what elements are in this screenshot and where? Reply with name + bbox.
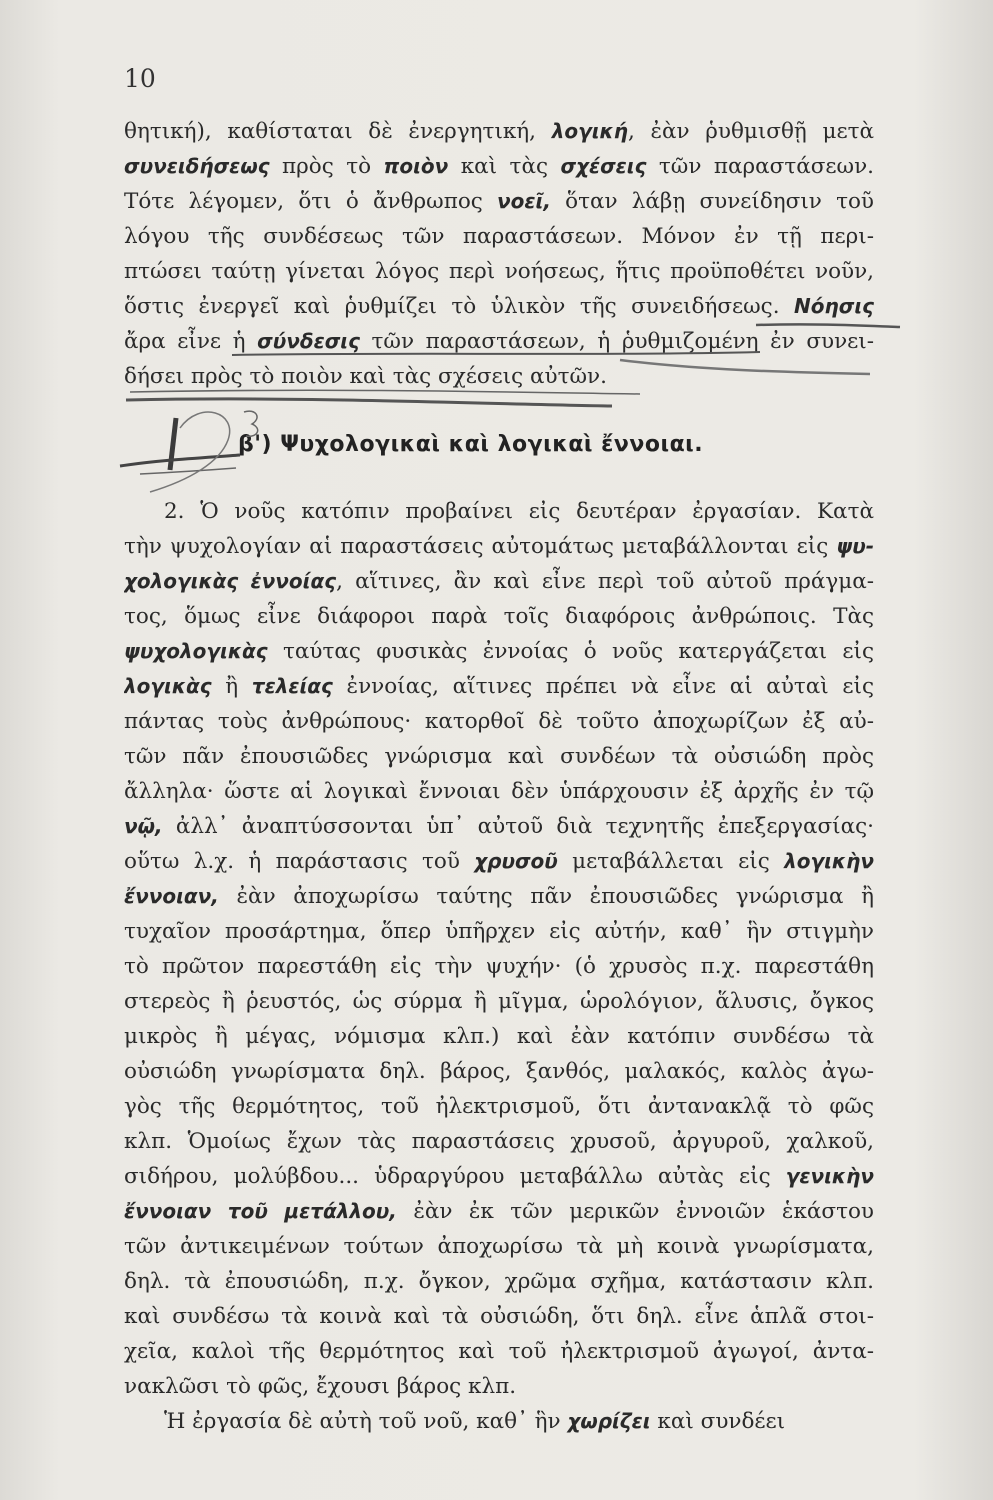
text-line: μικρὸς ἢ μέγας, νόμισμα κλπ.) καὶ ἐὰν κατόπιν συνδέσω τὰ: [124, 1024, 874, 1049]
text-line: τῶν πᾶν ἐπουσιῶδες γνώρισμα καὶ συνδέων τὰ οὐσιώδη πρὸς: [124, 744, 874, 769]
emphasis: λογικὴν: [784, 849, 874, 873]
text-line: κλπ. Ὁμοίως ἔχων τὰς παραστάσεις χρυσοῦ, ἀργυροῦ, χαλκοῦ,: [124, 1129, 874, 1154]
emphasis: χολογικὰς ἐννοίας: [124, 569, 337, 593]
text-line: λόγου τῆς συνδέσεως τῶν παραστάσεων. Μόνον ἐν τῇ περι-: [124, 224, 874, 249]
emphasis: σχέσεις: [560, 154, 647, 178]
pencil-stroke: [150, 412, 230, 492]
emphasis: νῷ,: [124, 814, 163, 838]
text-line: τος, ὅμως εἶνε διάφοροι παρὰ τοῖς διαφόροις ἀνθρώποις. Τὰς: [124, 604, 874, 629]
pencil-stroke: [140, 468, 236, 474]
text-line: στερεὸς ἢ ῥευστός, ὡς σύρμα ἢ μῖγμα, ὡρολόγιον, ἅλυσις, ὄγκος: [124, 989, 874, 1014]
emphasis: Νόησις: [794, 294, 874, 318]
text-line: χολογικὰς ἐννοίας, αἵτινες, ἂν καὶ εἶνε περὶ τοῦ αὐτοῦ πράγμα-: [124, 569, 874, 594]
text-line: οὕτω λ.χ. ἡ παράστασις τοῦ χρυσοῦ μεταβάλλεται εἰς λογικὴν: [124, 849, 874, 874]
text-line: χεῖα, καλοὶ τῆς θερμότητος καὶ τοῦ ἠλεκτρισμοῦ ἀγωγοί, ἀντα-: [124, 1339, 874, 1364]
text-line: δηλ. τὰ ἐπουσιώδη, π.χ. ὄγκον, χρῶμα σχῆμα, κατάστασιν κλπ.: [124, 1269, 874, 1294]
emphasis: χωρίζει: [567, 1409, 651, 1433]
emphasis: ἔννοιαν τοῦ μετάλλου,: [124, 1199, 397, 1223]
text-line: τὸ πρῶτον παρεστάθη εἰς τὴν ψυχήν· (ὁ χρυσὸς π.χ. παρεστάθη: [124, 954, 874, 979]
emphasis: νοεῖ,: [497, 189, 551, 213]
emphasis: συνειδήσεως: [124, 154, 270, 178]
paragraph-concepts: [124, 494, 874, 1439]
text-line: συνειδήσεως πρὸς τὸ ποιὸν καὶ τὰς σχέσεις τῶν παραστάσεων.: [124, 154, 874, 179]
section-heading: β') Ψυχολογικαὶ καὶ λογικαὶ ἔννοιαι.: [238, 432, 704, 457]
text-line: ψυχολογικὰς ταύτας φυσικὰς ἐννοίας ὁ νοῦς κατεργάζεται εἰς: [124, 639, 874, 664]
text-line: οὐσιώδη γνωρίσματα δηλ. βάρος, ξανθός, μαλακός, καλὸς ἀγω-: [124, 1059, 874, 1084]
emphasis: τελείας: [251, 674, 333, 698]
emphasis: γενικὴν: [785, 1164, 874, 1188]
text-line: καὶ συνδέσω τὰ κοινὰ καὶ τὰ οὐσιώδη, ὅτι δηλ. εἶνε ἁπλᾶ στοι-: [124, 1304, 874, 1329]
emphasis: ποιὸν: [383, 154, 449, 178]
text-line: τυχαῖον προσάρτημα, ὅπερ ὑπῆρχεν εἰς αὐτήν, καθ᾽ ἣν στιγμὴν: [124, 919, 874, 944]
text-line: Τότε λέγομεν, ὅτι ὁ ἄνθρωπος νοεῖ, ὅταν λάβῃ συνείδησιν τοῦ: [124, 189, 874, 214]
paragraph-noesis: [124, 114, 874, 394]
text-line: ὅστις ἐνεργεῖ καὶ ῥυθμίζει τὸ ὑλικὸν τῆς συνειδήσεως. Νόησις: [124, 294, 874, 319]
text-line: νῷ, ἀλλ᾽ ἀναπτύσσονται ὑπ᾽ αὐτοῦ διὰ τεχνητῆς ἐπεξεργασίας·: [124, 814, 874, 839]
pencil-underline: [126, 399, 612, 406]
text-line: δήσει πρὸς τὸ ποιὸν καὶ τὰς σχέσεις αὐτῶν.: [124, 364, 607, 389]
emphasis: λογική: [551, 119, 628, 143]
text-line: ἄρα εἶνε ἡ σύνδεσις τῶν παραστάσεων, ἡ ῥυθμιζομένη ἐν συνει-: [124, 329, 874, 354]
text-line: ἔννοιαν, ἐὰν ἀποχωρίσω ταύτης πᾶν ἐπουσιῶδες γνώρισμα ἢ: [124, 884, 874, 909]
emphasis: χρυσοῦ: [474, 849, 558, 873]
pencil-stroke: [120, 455, 240, 466]
pencil-stroke: [170, 418, 176, 470]
text-line: τὴν ψυχολογίαν αἱ παραστάσεις αὐτομάτως μεταβάλλονται εἰς ψυ-: [124, 534, 874, 559]
text-line: νακλῶσι τὸ φῶς, ἔχουσι βάρος κλπ.: [124, 1374, 517, 1399]
text-line: ἔννοιαν τοῦ μετάλλου, ἐὰν ἐκ τῶν μερικῶν ἐννοιῶν ἑκάστου: [124, 1199, 874, 1224]
text-line: Ἡ ἐργασία δὲ αὐτὴ τοῦ νοῦ, καθ᾽ ἣν χωρίζει καὶ συνδέει: [164, 1409, 786, 1434]
text-line: σιδήρου, μολύβδου... ὑδραργύρου μεταβάλλω αὐτὰς εἰς γενικὴν: [124, 1164, 874, 1189]
text-line: πάντας τοὺς ἀνθρώπους· κατορθοῖ δὲ τοῦτο ἀποχωρίζων ἐξ αὐ-: [124, 709, 874, 734]
emphasis: ἔννοιαν,: [124, 884, 219, 908]
page-number: 10: [124, 64, 156, 93]
text-line: ἄλληλα· ὥστε αἱ λογικαὶ ἔννοιαι δὲν ὑπάρχουσιν ἐξ ἀρχῆς ἐν τῷ: [124, 779, 874, 804]
text-line: 2. Ὁ νοῦς κατόπιν προβαίνει εἰς δευτέραν ἐργασίαν. Κατὰ: [164, 499, 874, 524]
text-line: λογικὰς ἢ τελείας ἐννοίας, αἵτινες πρέπει νὰ εἶνε αἱ αὐταὶ εἰς: [124, 674, 874, 699]
emphasis: ψυ-: [836, 534, 874, 558]
emphasis: σύνδεσις: [257, 329, 360, 353]
emphasis: λογικὰς: [124, 674, 212, 698]
text-line: τῶν ἀντικειμένων τούτων ἀποχωρίσω τὰ μὴ κοινὰ γνωρίσματα,: [124, 1234, 874, 1259]
emphasis: ψυχολογικὰς: [124, 639, 268, 663]
text-line: θητική), καθίσταται δὲ ἐνεργητική, λογική, ἐὰν ῥυθμισθῇ μετὰ: [124, 119, 874, 144]
text-line: γὸς τῆς θερμότητος, τοῦ ἠλεκτρισμοῦ, ὅτι ἀντανακλᾷ τὸ φῶς: [124, 1094, 874, 1119]
text-line: πτώσει ταύτῃ γίνεται λόγος περὶ νοήσεως, ἥτις προϋποθέτει νοῦν,: [124, 259, 874, 284]
